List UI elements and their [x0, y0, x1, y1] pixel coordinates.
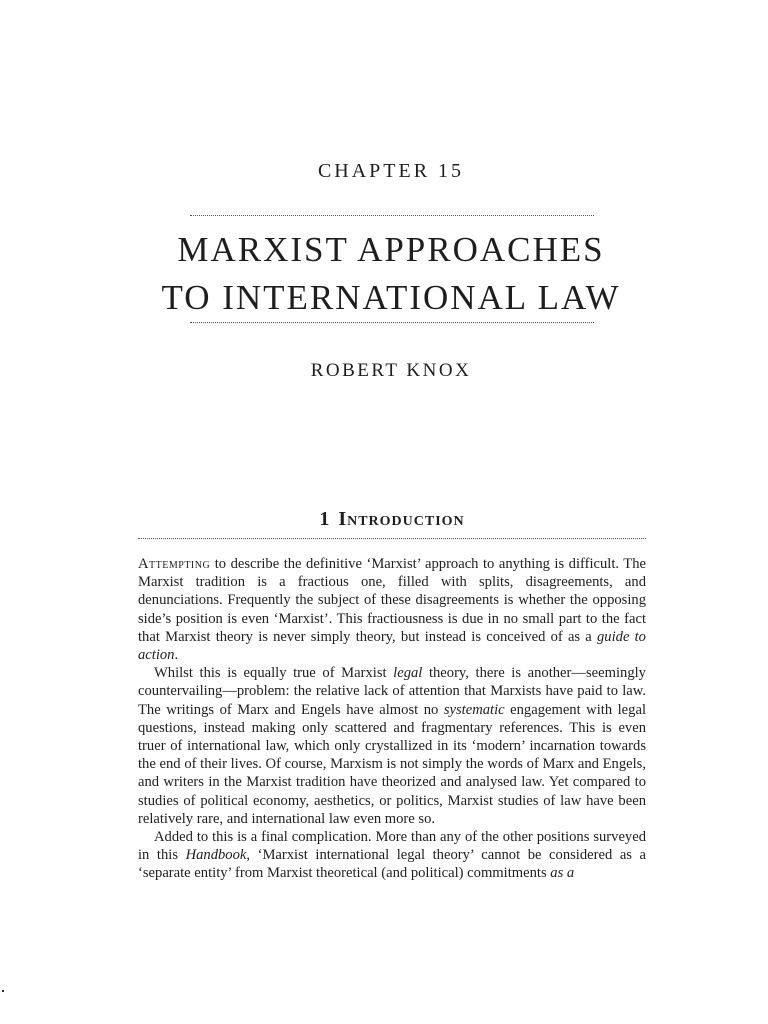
section-heading [138, 508, 646, 531]
chapter-title [100, 226, 682, 322]
paragraph-3-emphasis-a: Handbook [185, 847, 247, 864]
title-top-rule [190, 215, 594, 216]
paragraph-2-text-c: engagement with legal questions, instead making only scattered and fragmentary references. This is even truer of international law, which only crystallized in its ‘modern’ incarnation towards the end of their lives. Of course, Marxism is not simply the words of Marx and Engels, and writers in the Marxist tradition have theorized and analysed law. Yet compared to studies of political economy, aesthetics, or politics, Marxist studies of law have been relatively rare, and international law even more so. [138, 701, 646, 827]
body-text [138, 555, 646, 883]
paragraph-1 [138, 555, 646, 664]
paragraph-2-emphasis-b: systematic [443, 701, 505, 718]
section-number: 1 [319, 508, 331, 530]
paragraph-1-emphasis: guide to action [138, 628, 646, 664]
margin-speck [2, 990, 4, 992]
paragraph-3-text-b: , ‘Marxist international legal theory’ cannot be considered as a ‘separate entity’ from Marxist theoretical (and political) commitments [138, 847, 647, 882]
paragraph-2 [138, 664, 646, 828]
paragraph-3-emphasis-b: as a [550, 865, 575, 882]
author-name: ROBERT KNOX [310, 360, 472, 381]
paragraph-2-text-b: theory, there is another—seemingly countervailing—problem: the relative lack of attention that Marxists have paid to law. The writings of Marx and Engels have almost no [138, 665, 646, 718]
paragraph-1-text-b: . [174, 647, 179, 664]
chapter-label: CHAPTER 15 [317, 160, 465, 182]
paragraph-1-text-a: to describe the definitive ‘Marxist’ approach to anything is difficult. The Marxist tradition is a fractious one, filled with splits, disagreements, and denunciations. Frequently the subject of these disagreements is whether the opposing side’s position is even ‘Marxist’. This fractiousness is due in no small part to the fact that Marxist theory is never simply theory, but instead is conceived of as a [138, 556, 646, 645]
section-rule [138, 538, 646, 539]
paragraph-3-text-a: Added to this is a final complication. More than any of the other positions surveyed in this [138, 829, 646, 864]
title-bottom-rule [190, 322, 594, 323]
section-title: Introduction [338, 508, 465, 530]
paragraph-2-emphasis-a: legal [393, 665, 423, 682]
chapter-title-line-1: MARXIST APPROACHES [177, 230, 605, 269]
paragraph-3 [138, 828, 646, 883]
paragraph-2-text-a: Whilst this is equally true of Marxist [154, 665, 394, 682]
chapter-title-line-2: TO INTERNATIONAL LAW [161, 278, 621, 317]
paragraph-1-lead: Attempting [138, 556, 211, 572]
